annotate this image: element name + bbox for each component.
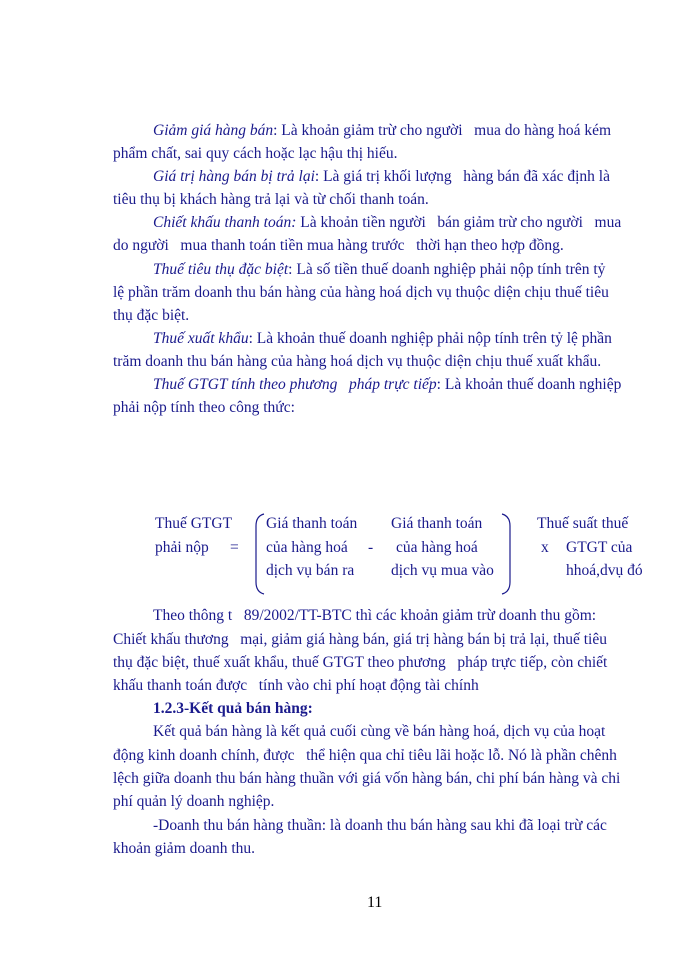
- formula-times: x: [541, 539, 549, 556]
- para-xuat-khau-line1: [153, 329, 612, 349]
- term-gtgt: Thuế GTGT tính theo phương pháp trực tiếp: [153, 376, 437, 393]
- text: : Là khoản thuế doanh nghiệp: [436, 376, 622, 393]
- page-number: 11: [367, 894, 383, 911]
- formula-term-a-line3: dịch vụ bán ra: [266, 562, 355, 579]
- formula-lhs-line1: Thuế GTGT: [155, 515, 233, 532]
- text: : Là khoản thuế doanh nghiệp phải nộp tính trên tỷ lệ phần: [248, 330, 612, 347]
- para-gtgt-line2: phải nộp tính theo công thức:: [113, 399, 295, 416]
- section-heading: 1.2.3-Kết quả bán hàng:: [153, 700, 313, 717]
- text: : Là giá trị khối lượng hàng bán đã xác định là: [314, 168, 610, 185]
- para-chiet-khau-line2: do người mua thanh toán tiền mua hàng trước thời hạn theo hợp đồng.: [113, 237, 564, 254]
- left-bracket-icon: [252, 512, 266, 596]
- formula-minus: -: [368, 539, 374, 556]
- term-chiet-khau: Chiết khấu thanh toán:: [153, 214, 297, 231]
- formula-rate-line3: hhoá,dvụ đó: [566, 562, 643, 579]
- para-giam-tru-line1: Theo thông t 89/2002/TT-BTC thì các khoản giảm trừ doanh thu gồm:: [153, 607, 597, 624]
- term-giam-gia: Giảm giá hàng bán: [153, 122, 274, 139]
- term-hang-tra-lai: Giá trị hàng bán bị trả lại: [153, 168, 315, 185]
- formula-equals: =: [230, 539, 239, 556]
- para-ket-qua-line1: Kết quả bán hàng là kết quả cuối cùng về bán hàng hoá, dịch vụ của hoạt: [153, 723, 606, 740]
- formula-term-a-line2: của hàng hoá: [266, 539, 348, 556]
- text: Là khoản tiền người bán giảm trừ cho người mua: [296, 214, 622, 231]
- para-giam-gia-line1: [153, 121, 611, 141]
- formula-lhs-line2: phải nộp: [155, 539, 209, 556]
- term-ttdb: Thuế tiêu thụ đặc biệt: [153, 261, 289, 278]
- formula-term-b-line1: Giá thanh toán: [391, 515, 483, 532]
- formula-term-a-line1: Giá thanh toán: [266, 515, 358, 532]
- para-giam-tru-line4: khấu thanh toán được tính vào chi phí hoạt động tài chính: [113, 677, 479, 694]
- term-xuat-khau: Thuế xuất khẩu: [153, 330, 249, 347]
- para-xuat-khau-line2: trăm doanh thu bán hàng của hàng hoá dịch vụ thuộc diện chịu thuế xuất khẩu.: [113, 353, 602, 370]
- para-hang-tra-lai-line2: tiêu thụ bị khách hàng trả lại và từ chối thanh toán.: [113, 191, 429, 208]
- para-ket-qua-line2: động kinh doanh chính, được thể hiện qua chỉ tiêu lãi hoặc lỗ. Nó là phần chênh: [113, 747, 617, 764]
- para-doanh-thu-thuan-line2: khoản giảm doanh thu.: [113, 840, 256, 857]
- formula-term-b-line2: của hàng hoá: [396, 539, 478, 556]
- para-ket-qua-line3: lệch giữa doanh thu bán hàng thuần với giá vốn hàng bán, chi phí bán hàng và chi: [113, 770, 621, 787]
- formula-rate-line2: GTGT của: [566, 539, 633, 556]
- formula-term-b-line3: dịch vụ mua vào: [391, 562, 494, 579]
- para-doanh-thu-thuan-line1: -Doanh thu bán hàng thuần: là doanh thu bán hàng sau khi đã loại trừ các: [153, 817, 607, 834]
- para-ttdb-line3: thụ đặc biệt.: [113, 307, 190, 324]
- text: : Là số tiền thuế doanh nghiệp phải nộp tính trên tỷ: [288, 261, 606, 278]
- para-giam-tru-line2: Chiết khấu thương mại, giảm giá hàng bán, giá trị hàng bán bị trả lại, thuế tiêu: [113, 631, 607, 648]
- right-bracket-icon: [500, 512, 514, 596]
- para-chiet-khau-line1: [153, 213, 621, 233]
- formula-rate-line1: Thuế suất thuế: [537, 515, 629, 532]
- para-giam-gia-line2: phẩm chất, sai quy cách hoặc lạc hậu thị hiếu.: [113, 145, 398, 162]
- para-ttdb-line1: [153, 260, 605, 280]
- para-gtgt-line1: [153, 375, 621, 395]
- para-ttdb-line2: lệ phần trăm doanh thu bán hàng của hàng hoá dịch vụ thuộc diện chịu thuế tiêu: [113, 284, 609, 301]
- para-ket-qua-line4: phí quản lý doanh nghiệp.: [113, 793, 275, 810]
- para-giam-tru-line3: thụ đặc biệt, thuế xuất khẩu, thuế GTGT theo phương pháp trực tiếp, còn chiết: [113, 654, 608, 671]
- para-hang-tra-lai-line1: [153, 167, 610, 187]
- text: : Là khoản giảm trừ cho người mua do hàng hoá kém: [273, 122, 612, 139]
